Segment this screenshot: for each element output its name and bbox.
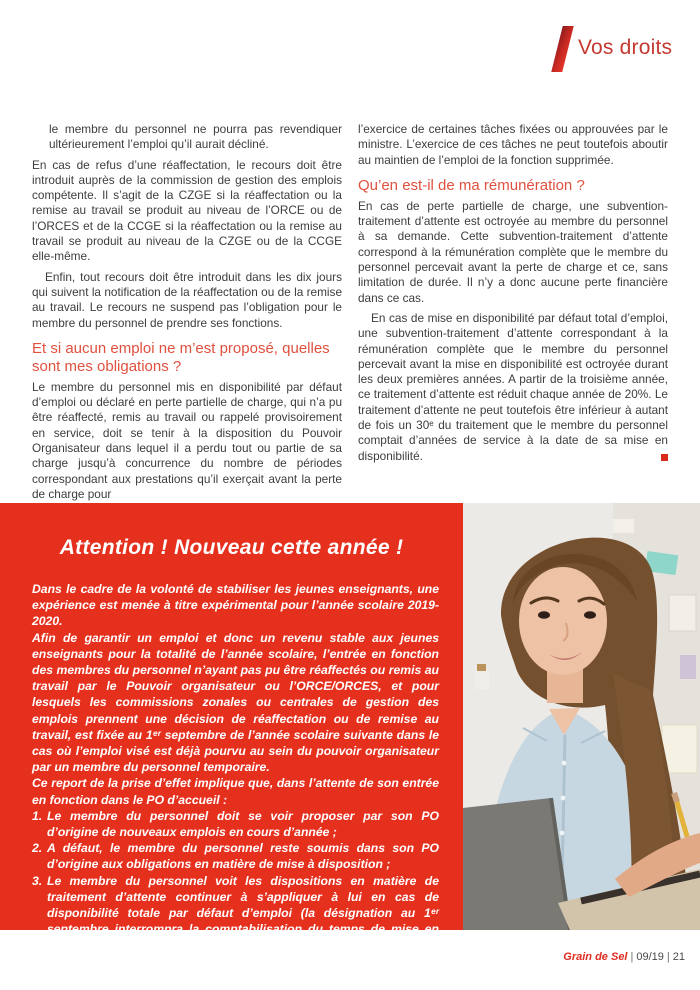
paragraph-taches: l’exercice de certaines tâches fixées ou approuvées par le ministre. L’exercice de ces tâches ne peut toutefois aboutir au maintien de l’emploi de la fonction supprimée. bbox=[358, 122, 668, 167]
paragraph-traitement-attente bbox=[358, 311, 668, 464]
banner-list-text: Le membre du personnel voit les dispositions en matière de traitement d’attente continuer à s’appliquer à lui en cas de disponibilité totale par défaut d’emploi (la désignation au 1ᵉʳ septembre interrompra la comptabilisation du temps de mise en disponibilité au moment de la prise d’effet, le 1ᵉʳ septembre). bbox=[47, 873, 439, 953]
banner-list-text: A défaut, le membre du personnel reste soumis dans son PO d’origine aux obligations en matière de mise à disposition ; bbox=[47, 841, 439, 872]
banner-paragraph-garantie: Afin de garantir un emploi et donc un revenu stable aux jeunes enseignants pour la totalité de l’année scolaire, l’entrée en fonction des membres du personnel n’ayant pas pu être réaffectés ou remis au travail par le Pouvoir organisateur ou l’ORCE/ORCES, et pour lesquels les commissions zonales ou centrales de gestion des emplois prennent une décision de réaffectation ou de remise au travail, est fixée au 1ᵉʳ septembre de l’année scolaire suivante dans le cas où l’emploi visé est déjà pourvu au sein du pouvoir organisateur par un membre du personnel temporaire. bbox=[32, 630, 439, 775]
red-slash-icon bbox=[551, 26, 573, 72]
heading-obligations: Et si aucun emploi ne m’est proposé, quelles sont mes obligations ? bbox=[32, 339, 330, 375]
banner-title: Attention ! Nouveau cette année ! bbox=[59, 536, 404, 559]
paragraph-disponibilite: Le membre du personnel mis en disponibilité par défaut d’emploi ou déclaré en perte partielle de charge, qui n’a pu être réaffecté, remis au travail ou rappelé provisoirement en service, doit se tenir à la disposition du Pouvoir Organisateur dans lequel il a perdu tout ou partie de sa charge jusqu’à concurrence du nombre de périodes correspondant aux prestations qu’il exerçait avant la perte de charge pour bbox=[32, 379, 342, 501]
article-columns bbox=[32, 122, 668, 507]
banner-list-number: 2. bbox=[32, 841, 43, 856]
section-title: Vos droits bbox=[578, 36, 673, 59]
issue-number: 09/19 bbox=[636, 951, 664, 963]
banner-paragraph-experience: Dans le cadre de la volonté de stabiliser les jeunes enseignants, une expérience est menée à titre expérimental pour l’année scolaire 2019-2020. bbox=[32, 582, 439, 629]
photo-illustration bbox=[463, 503, 700, 930]
heading-remuneration: Qu’en est-il de ma rémunération ? bbox=[358, 176, 585, 194]
banner-list-number: 3. bbox=[32, 873, 43, 888]
page-number: 21 bbox=[672, 951, 685, 963]
banner-list-item-3 bbox=[32, 873, 439, 954]
banner-list-number: 1. bbox=[32, 808, 43, 823]
banner-list-item-2 bbox=[32, 840, 439, 872]
banner-body bbox=[32, 581, 439, 954]
magazine-name: Grain de Sel bbox=[563, 951, 628, 963]
attention-banner bbox=[0, 503, 463, 953]
article-left-column bbox=[32, 122, 342, 507]
footer-separator: | bbox=[666, 951, 670, 963]
footer-separator: | bbox=[630, 951, 634, 963]
paragraph-continuation: le membre du personnel ne pourra pas revendiquer ultérieurement l’emploi qu’il aurait décliné. bbox=[49, 122, 342, 152]
article-right-column bbox=[358, 122, 668, 507]
paragraph-traitement-attente-text: En cas de mise en disponibilité par défaut total d’emploi, une subvention-traitement d’attente correspondant à la rémunération complète que le membre du personnel percevait avant la mise en disponibilité est octroyée durant les deux premières années. A partir de la troisième année, ce traitement d’attente est réduit chaque année de 20%. Le traitement d’attente ne peut toutefois être inférieur à autant de fois un 30ᵉ du traitement que le membre du personnel comptait d’années de service à la date de sa mise en disponibilité. bbox=[358, 310, 668, 463]
article-end-marker-icon bbox=[661, 454, 668, 461]
banner-list-text-last bbox=[47, 873, 439, 954]
banner-list-text: Le membre du personnel doit se voir proposer par son PO d’origine de nouveaux emplois en cours d’année ; bbox=[47, 808, 439, 840]
paragraph-refus-reaffectation: En cas de refus d’une réaffectation, le recours doit être introduit auprès de la commission de gestion des emplois compétente. Il s’agit de la CZGE si la réaffectation ou la remise au travail se produit au niveau de l’ORCE ou de l’ORCES et de la CCGE si la réaffectation ou la remise au travail se produit au niveau de la CZGE ou de la CCGE elle-même. bbox=[32, 157, 342, 264]
banner-end-marker-icon bbox=[432, 944, 439, 951]
photo-woman-at-desk bbox=[463, 503, 700, 930]
paragraph-delai-recours: Enfin, tout recours doit être introduit dans les dix jours qui suivent la notification de la réaffectation ou de la remise au travail. Le recours ne suspend pas l’obligation pour le membre du personnel de prendre ses fonctions. bbox=[32, 269, 342, 330]
page-footer bbox=[563, 951, 685, 964]
paragraph-subvention: En cas de perte partielle de charge, une subvention-traitement d’attente est octroyée au membre du personnel à sa demande. Cette subvention-traitement d’attente correspond à la rémunération complète que le membre du personnel percevait avant la perte de charge et ce, sans limitation de durée. Il n’y a donc aucune perte financière dans ce cas. bbox=[358, 198, 668, 305]
banner-list-item-1 bbox=[32, 808, 439, 840]
banner-paragraph-report: Ce report de la prise d’effet implique que, dans l’attente de son entrée en fonction dans le PO d’accueil : bbox=[32, 776, 439, 807]
